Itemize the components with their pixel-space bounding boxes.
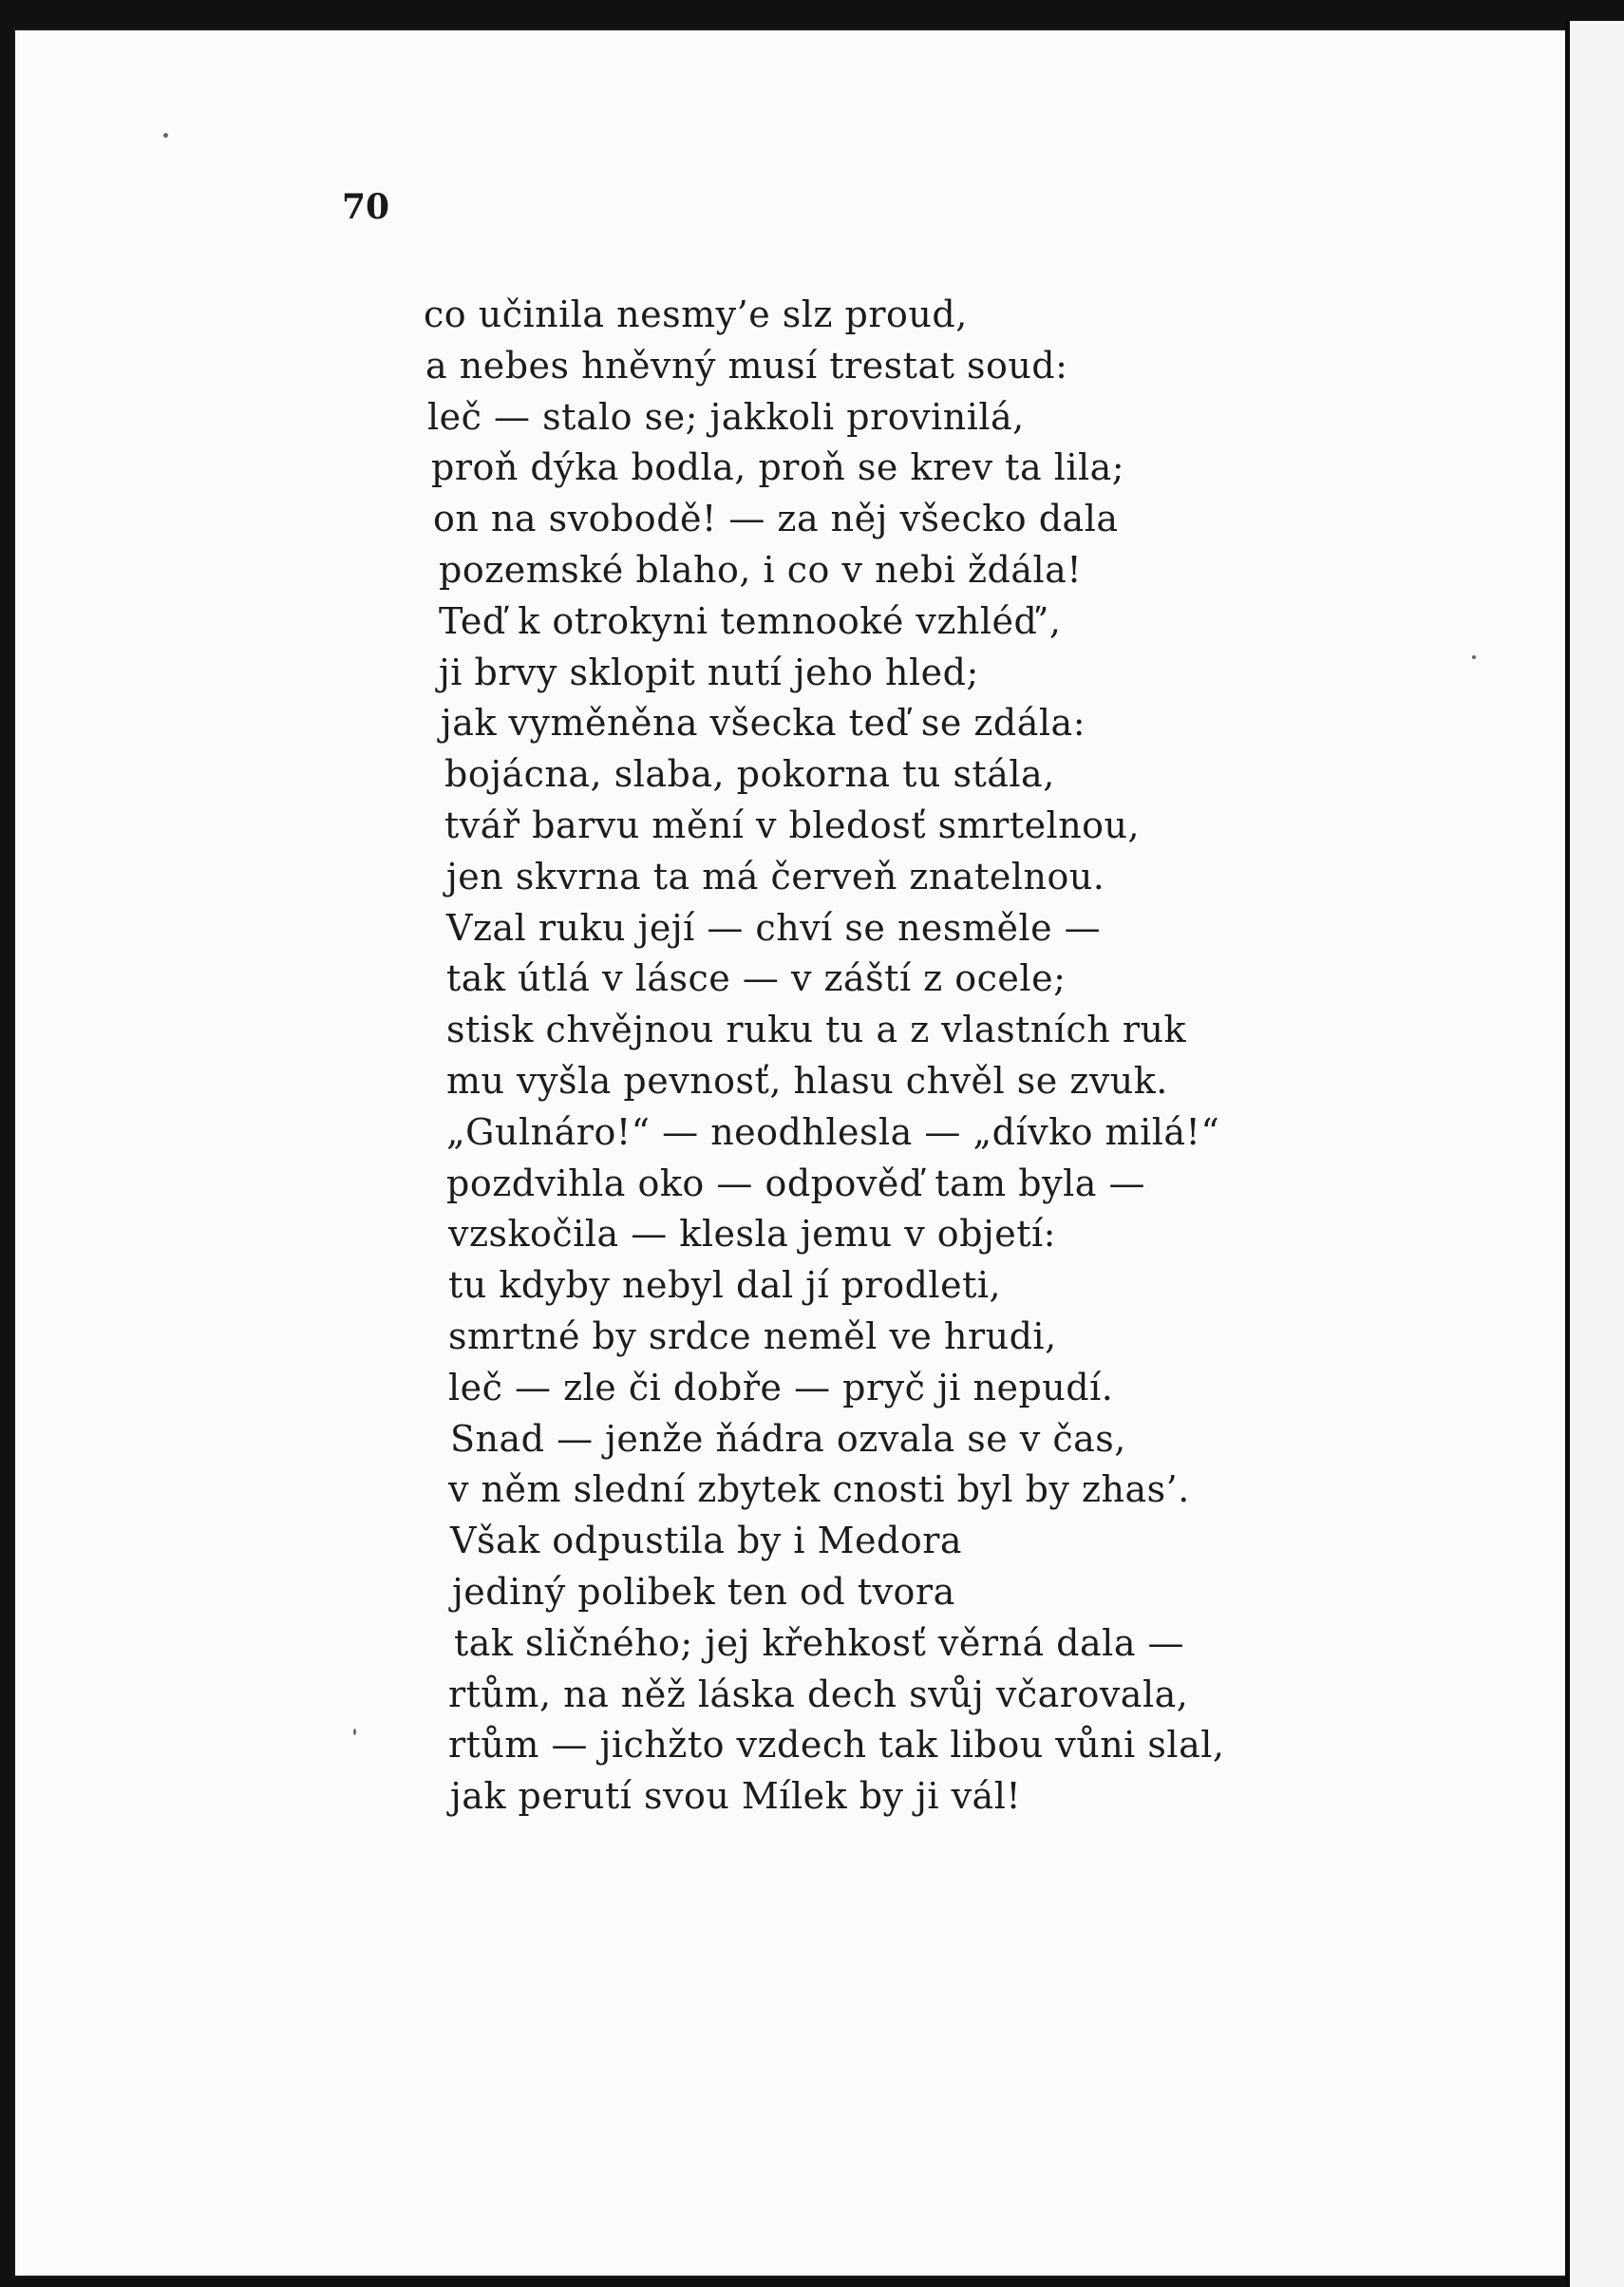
poem-line: Vzal ruku její — chví se nesměle — [446,906,1102,949]
poem-line: Teď k otrokyni temnooké vzhléď’, [439,599,1062,642]
poem-line: tak sličného; jej křehkosť věrná dala — [454,1621,1185,1664]
poem-line: jak perutí svou Mílek by ji vál! [450,1775,1022,1818]
poem-line: „Gulnáro!“ — neodhlesla — „dívko milá!“ [446,1110,1220,1153]
poem-line: stisk chvějnou ruku tu a z vlastních ruk [446,1009,1186,1051]
poem-line: jak vyměněna všecka teď se zdála: [441,702,1086,745]
poem-line: on na svobodě! — za něj všecko dala [433,498,1119,540]
poem-line: pozdvihla oko — odpověď tam byla — [446,1162,1145,1204]
poem-line: tu kdyby nebyl dal jí prodleti, [448,1264,1002,1307]
poem-line: a nebes hněvný musí trestat soud: [425,344,1068,387]
poem-line: jediný polibek ten od tvora [452,1570,955,1613]
scan-speck [353,1729,356,1735]
poem-line: rtům, na něž láska dech svůj včarovala, [448,1673,1189,1715]
poem-line: Snad — jenže ňádra ozvala se v čas, [450,1417,1126,1460]
poem-line: leč — stalo se; jakkoli provinilá, [427,395,1025,438]
poem-line: proň dýka bodla, proň se krev ta lila; [431,446,1125,489]
scan-speck [1472,655,1476,659]
poem-line: rtům — jichžto vzdech tak libou vůni slal, [448,1724,1225,1767]
poem-line: vzskočila — klesla jemu v objetí: [448,1213,1056,1256]
poem-text [424,290,1373,1823]
poem-line: co učinila nesmy’e slz proud, [424,293,968,335]
poem-line: pozemské blaho, i co v nebi ždála! [439,548,1083,591]
poem-line: ji brvy sklopit nutí jeho hled; [439,651,979,693]
poem-line: bojácna, slaba, pokorna tu stála, [444,753,1055,796]
poem-line: leč — zle či dobře — pryč ji nepudí. [448,1366,1114,1408]
poem-line: jen skvrna ta má červeň znatelnou. [446,855,1105,898]
poem-line: mu vyšla pevnosť, hlasu chvěl se zvuk. [446,1059,1168,1102]
poem-line: Však odpustila by i Medora [450,1520,963,1562]
adjacent-page-edge [1565,21,1624,2287]
poem-line: smrtné by srdce neměl ve hrudi, [448,1314,1057,1357]
poem-line: v něm slední zbytek cnosti byl by zhas’. [448,1468,1190,1511]
poem-line: tak útlá v lásce — v záští z ocele; [446,957,1067,1000]
page-number: 70 [342,187,390,227]
scan-speck [163,133,168,138]
poem-line: tvář barvu mění v bledosť smrtelnou, [444,803,1141,846]
